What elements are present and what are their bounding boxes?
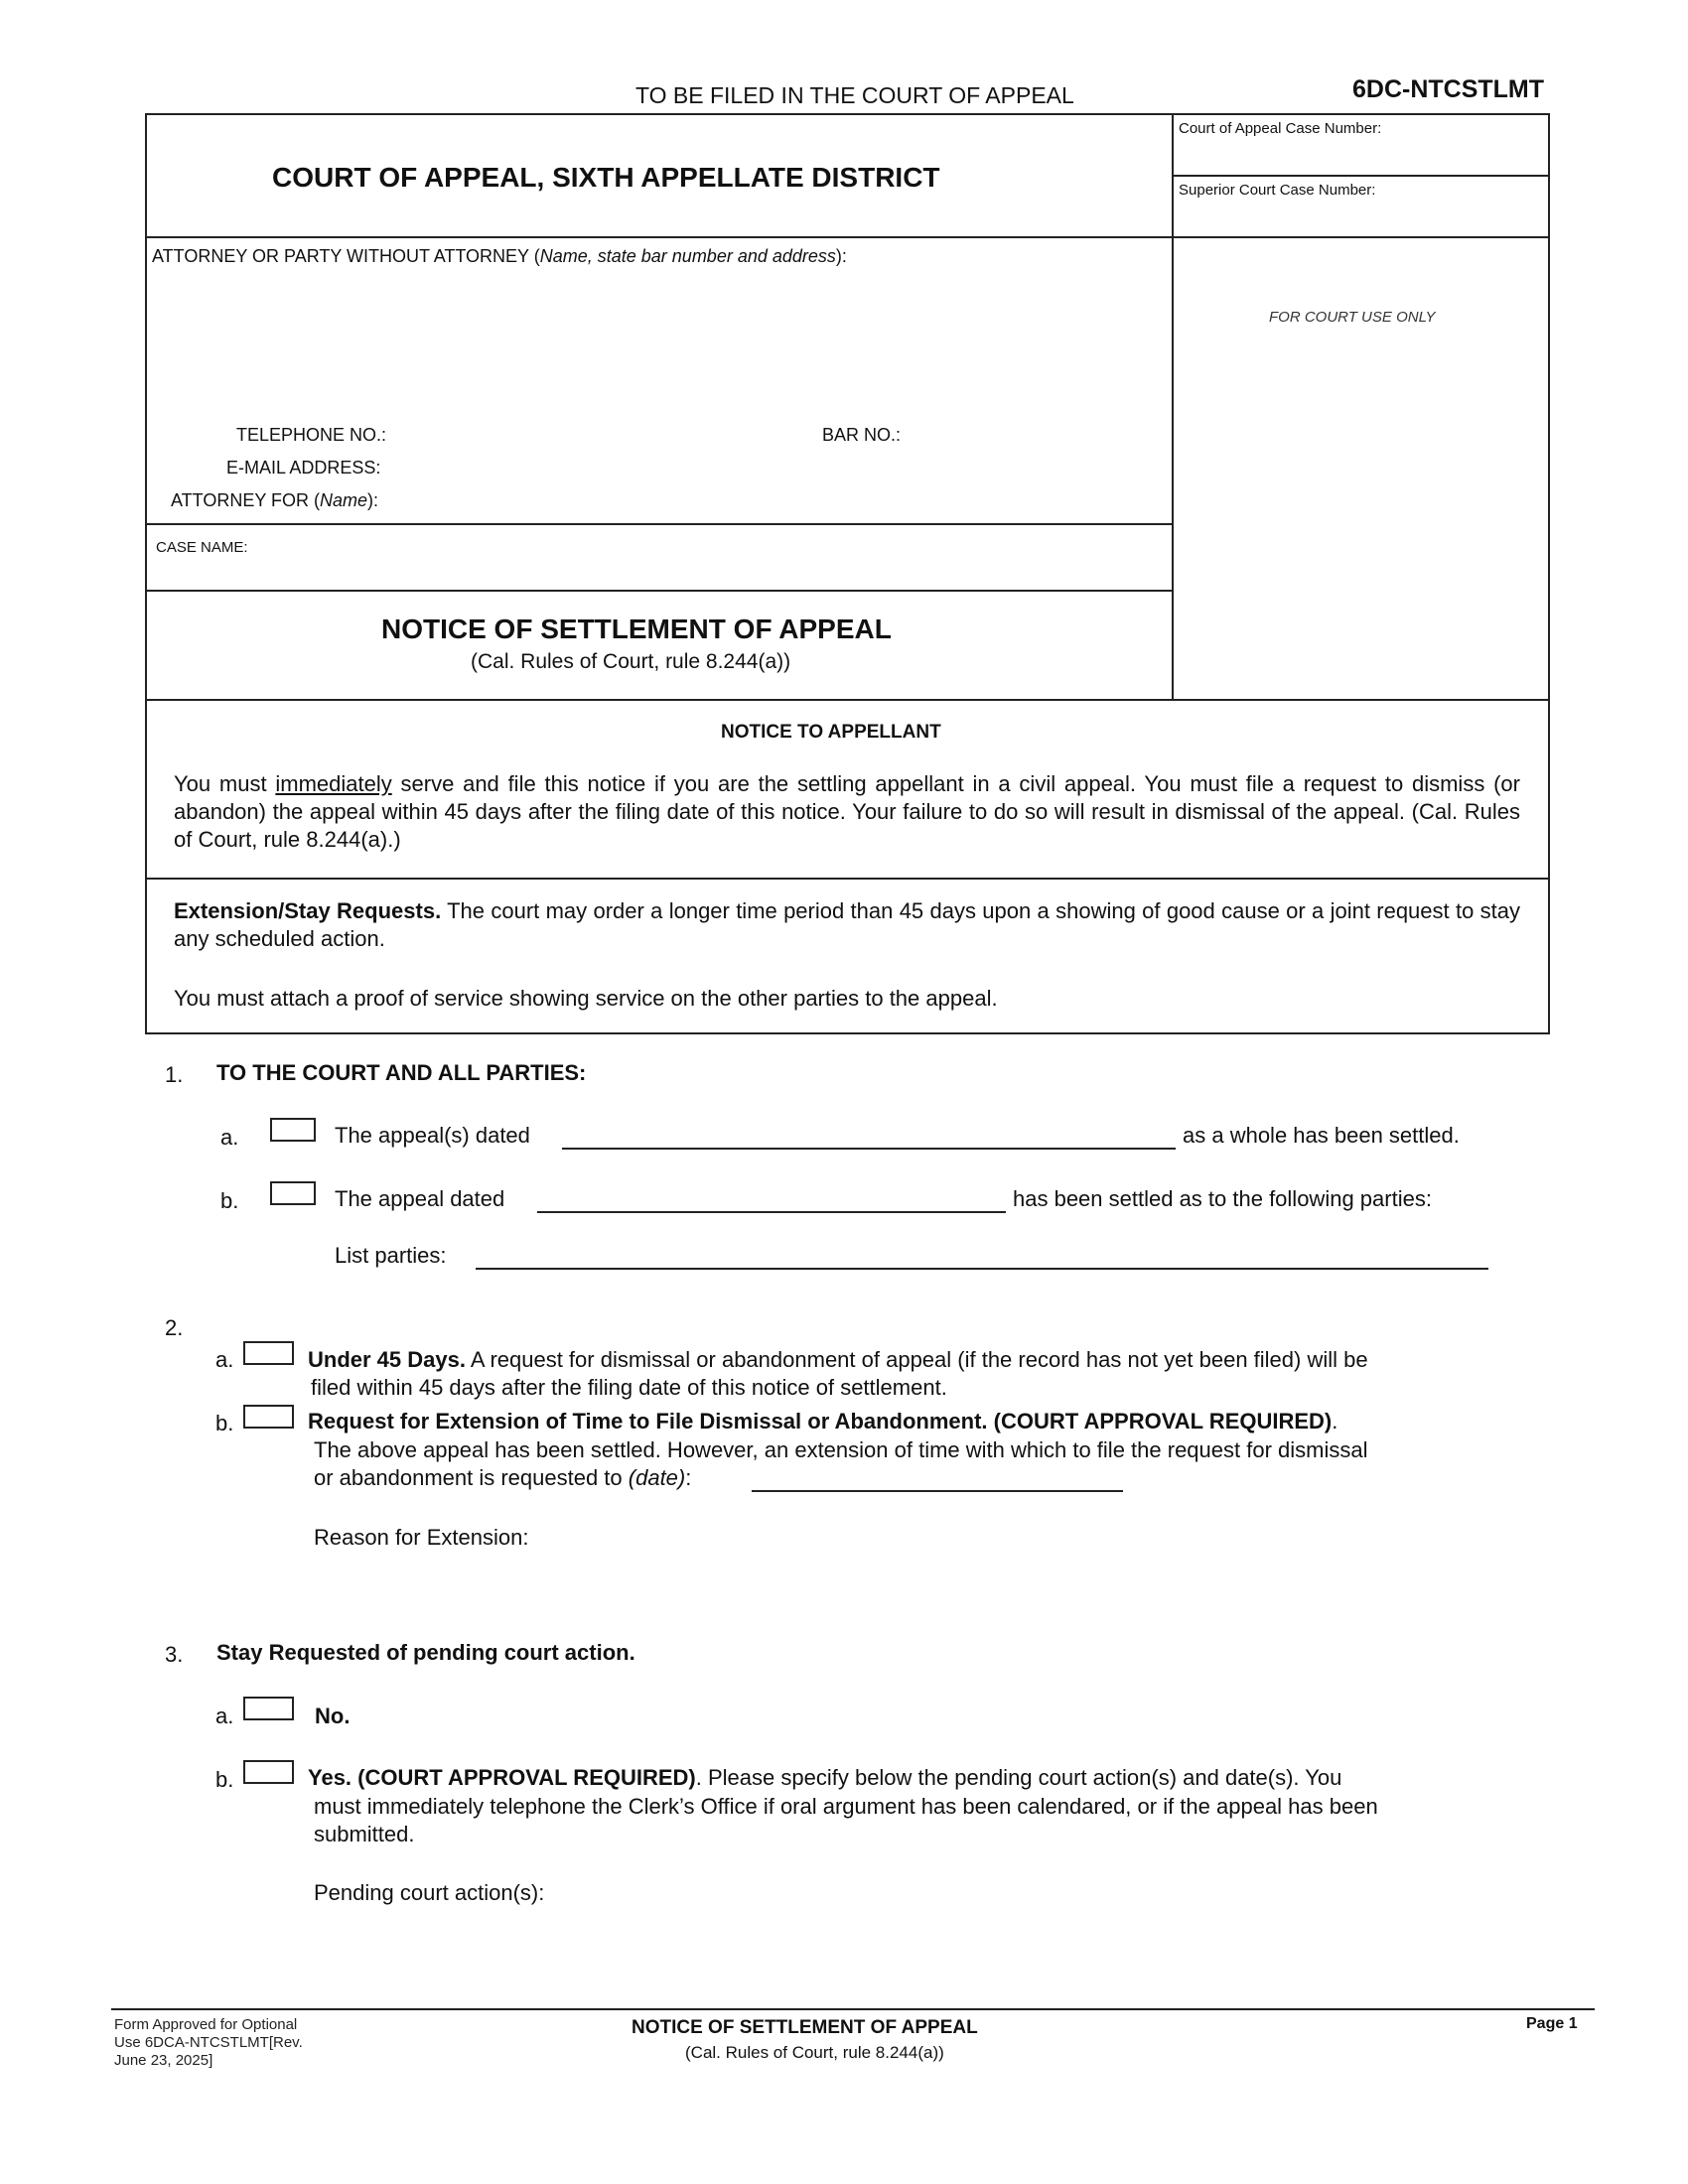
- form-approved-note: [114, 2016, 303, 2070]
- filing-note: TO BE FILED IN THE COURT OF APPEAL: [635, 82, 1074, 108]
- section2-b-checkbox[interactable]: [243, 1405, 294, 1429]
- section2-b-letter: b.: [215, 1411, 234, 1435]
- case-name-field[interactable]: [260, 532, 1164, 584]
- attorney-for-italic: Name: [320, 490, 368, 510]
- section3-b-heading: Yes. (COURT APPROVAL REQUIRED): [308, 1765, 696, 1790]
- section1-a-suffix: as a whole has been settled.: [1183, 1123, 1460, 1148]
- proof-of-service-note: You must attach a proof of service showing service on the other parties to the appeal.: [174, 986, 998, 1011]
- telephone-field[interactable]: [407, 421, 804, 447]
- section2-b-date-word: (date): [628, 1465, 686, 1490]
- form-code: 6DC-NTCSTLMT: [1352, 75, 1545, 103]
- section2-b-text-2-main: or abandonment is requested to: [314, 1465, 629, 1490]
- form-approved-line-1: Form Approved for Optional: [114, 2016, 298, 2033]
- section3-b-text-3: submitted.: [314, 1822, 415, 1846]
- extension-text: The court may order a longer time period than 45 days upon a showing of good cause or a joint request to stay any scheduled action.: [174, 898, 1520, 951]
- bar-number-field[interactable]: [914, 421, 1162, 447]
- extension-paragraph: [174, 897, 1520, 953]
- notice-paragraph: [174, 770, 1520, 854]
- form-subtitle: (Cal. Rules of Court, rule 8.244(a)): [471, 650, 791, 673]
- section1-a-date-field[interactable]: [562, 1148, 1176, 1150]
- section2-b-text-2: [314, 1464, 691, 1492]
- notice-paragraph-text: You must: [174, 771, 276, 796]
- extension-heading: Extension/Stay Requests.: [174, 898, 442, 923]
- notice-immediately: immediately: [275, 771, 392, 796]
- attorney-label-italic: Name, state bar number and address: [539, 246, 836, 266]
- section3-a-label: No.: [315, 1704, 351, 1728]
- attorney-label-text: ATTORNEY OR PARTY WITHOUT ATTORNEY (: [152, 246, 540, 266]
- pending-court-action-field[interactable]: [314, 1911, 1515, 2000]
- caption-divider-case-numbers: [1172, 175, 1550, 177]
- caption-divider-case-name: [145, 590, 1173, 592]
- section2-a-heading: Under 45 Days.: [308, 1347, 466, 1372]
- attorney-label: [152, 246, 847, 267]
- section2-b-heading-text: Request for Extension of Time to File Dismissal or Abandonment. (COURT APPROVAL REQUIRED): [308, 1409, 1333, 1433]
- attorney-for-text: ATTORNEY FOR (: [171, 490, 321, 510]
- section3-a-checkbox[interactable]: [243, 1697, 294, 1720]
- attorney-address-field[interactable]: [149, 273, 1167, 412]
- caption-divider-court: [145, 236, 1550, 238]
- list-parties-field[interactable]: [476, 1268, 1488, 1270]
- coa-case-number-label: Court of Appeal Case Number:: [1179, 120, 1382, 137]
- case-name-label: CASE NAME:: [156, 539, 248, 556]
- section1-b-checkbox[interactable]: [270, 1181, 316, 1205]
- section2-b-colon: :: [685, 1465, 692, 1490]
- section3-b-body: . Please specify below the pending court action(s) and date(s). You: [695, 1765, 1342, 1790]
- court-name: COURT OF APPEAL, SIXTH APPELLATE DISTRICT: [272, 162, 940, 193]
- section2-b-heading: [308, 1408, 1337, 1435]
- coa-case-number-field[interactable]: [1174, 141, 1547, 173]
- attorney-label-end: ):: [835, 246, 847, 266]
- superior-case-number-field[interactable]: [1174, 203, 1547, 234]
- court-use-only: FOR COURT USE ONLY: [1269, 309, 1436, 326]
- bar-number-label: BAR NO.:: [822, 425, 902, 445]
- section1-b-letter: b.: [220, 1188, 239, 1213]
- section2-a-body: A request for dismissal or abandonment of appeal (if the record has not yet been filed) will be: [465, 1347, 1368, 1372]
- pending-court-action-label: Pending court action(s):: [314, 1880, 545, 1905]
- superior-case-number-label: Superior Court Case Number:: [1179, 182, 1376, 199]
- caption-divider-vertical: [1172, 113, 1174, 701]
- section1-heading: TO THE COURT AND ALL PARTIES:: [216, 1060, 587, 1085]
- page-number: Page 1: [1526, 2015, 1578, 2032]
- section3-b-text-2: must immediately telephone the Clerk’s Office if oral argument has been calendared, or if the appeal has been: [314, 1794, 1378, 1819]
- section2-number: 2.: [165, 1315, 184, 1340]
- section2-b-period: .: [1332, 1409, 1338, 1433]
- section3-b-text: [308, 1764, 1341, 1792]
- section2-a-text: [308, 1346, 1368, 1374]
- section1-b-date-field[interactable]: [537, 1211, 1006, 1213]
- reason-for-extension-field[interactable]: [314, 1555, 1515, 1624]
- section2-a-letter: a.: [215, 1347, 234, 1372]
- email-label: E-MAIL ADDRESS:: [226, 458, 381, 478]
- footer-subtitle: (Cal. Rules of Court, rule 8.244(a)): [685, 2043, 944, 2062]
- section3-number: 3.: [165, 1642, 184, 1667]
- list-parties-label: List parties:: [335, 1243, 447, 1268]
- form-approved-line-3: June 23, 2025]: [114, 2052, 213, 2069]
- caption-divider-attorney: [145, 523, 1173, 525]
- attorney-for-field[interactable]: [407, 486, 1162, 512]
- telephone-label: TELEPHONE NO.:: [236, 425, 387, 445]
- section1-a-letter: a.: [220, 1125, 239, 1150]
- section1-b-suffix: has been settled as to the following parties:: [1013, 1186, 1432, 1211]
- footer-title: NOTICE OF SETTLEMENT OF APPEAL: [632, 2017, 978, 2038]
- notice-paragraph-rest: serve and file this notice if you are the settling appellant in a civil appeal. You must file a request to dismiss (or abandon) the appeal within 45 days after the filing date of this notice. Your failure to do so will result in dismissal of the appeal. (Cal. Rules of Court, rule 8.244(a).): [174, 771, 1520, 852]
- form-approved-line-2: Use 6DCA-NTCSTLMT[Rev.: [114, 2034, 303, 2051]
- section1-a-label: The appeal(s) dated: [335, 1123, 530, 1148]
- notice-heading: NOTICE TO APPELLANT: [721, 722, 941, 743]
- section1-b-label: The appeal dated: [335, 1186, 505, 1211]
- section3-heading: Stay Requested of pending court action.: [216, 1640, 635, 1665]
- section2-b-text-1: The above appeal has been settled. However, an extension of time with which to file the request for dismissal: [314, 1437, 1368, 1462]
- reason-for-extension-label: Reason for Extension:: [314, 1525, 529, 1550]
- section2-a-checkbox[interactable]: [243, 1341, 294, 1365]
- section1-number: 1.: [165, 1062, 184, 1087]
- section3-b-letter: b.: [215, 1767, 234, 1792]
- attorney-for-end: ):: [367, 490, 379, 510]
- footer-rule: [111, 2008, 1595, 2010]
- email-field[interactable]: [407, 454, 1162, 479]
- section1-a-checkbox[interactable]: [270, 1118, 316, 1142]
- section3-a-letter: a.: [215, 1704, 234, 1728]
- section2-a-text-2: filed within 45 days after the filing date of this notice of settlement.: [311, 1375, 947, 1400]
- extension-date-field[interactable]: [752, 1490, 1123, 1492]
- form-title: NOTICE OF SETTLEMENT OF APPEAL: [381, 614, 892, 644]
- section3-b-checkbox[interactable]: [243, 1760, 294, 1784]
- notice-divider: [145, 878, 1550, 880]
- attorney-for-label: [171, 490, 378, 511]
